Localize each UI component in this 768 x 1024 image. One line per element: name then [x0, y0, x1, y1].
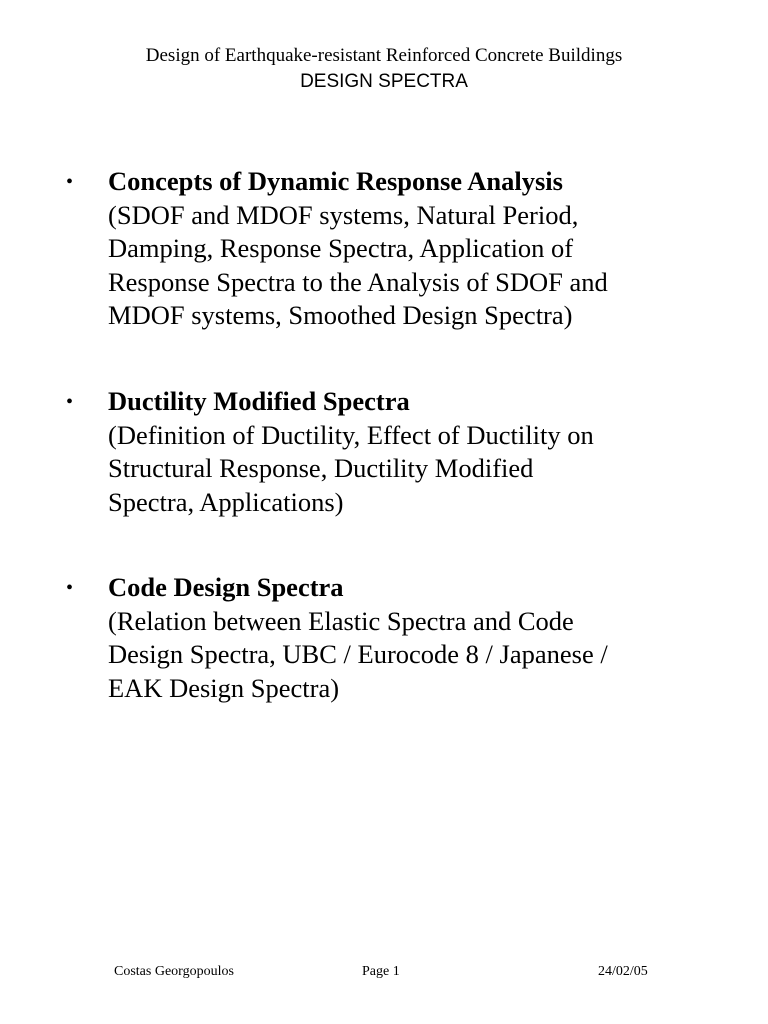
section-title: DESIGN SPECTRA [300, 71, 468, 92]
topic-title: Concepts of Dynamic Response Analysis [108, 166, 563, 196]
page-header [0, 43, 768, 95]
topic-description: (SDOF and MDOF systems, Natural Period, Damping, Response Spectra, Application of Response Spectra to the Analysis of SDOF and MDOF systems, Smoothed Design Spectra) [108, 199, 608, 330]
footer-date: 24/02/05 [598, 964, 648, 979]
topic-body [108, 165, 718, 333]
document-title: Design of Earthquake-resistant Reinforced Concrete Buildings [145, 45, 623, 66]
topic-description: (Relation between Elastic Spectra and Code Design Spectra, UBC / Eurocode 8 / Japanese / EAK Design Spectra) [108, 605, 608, 703]
topic-title: Code Design Spectra [108, 572, 344, 602]
footer-page-number: Page 1 [362, 964, 400, 979]
bullet-icon: • [66, 391, 74, 413]
topic-description: (Definition of Ductility, Effect of Ductility on Structural Response, Ductility Modified Spectra, Applications) [108, 419, 594, 517]
footer-author: Costas Georgopoulos [114, 964, 234, 979]
topic-body [108, 571, 718, 705]
topic-title: Ductility Modified Spectra [108, 386, 410, 416]
topic-body [108, 385, 718, 519]
bullet-icon: • [66, 171, 74, 193]
bullet-icon: • [66, 577, 74, 599]
